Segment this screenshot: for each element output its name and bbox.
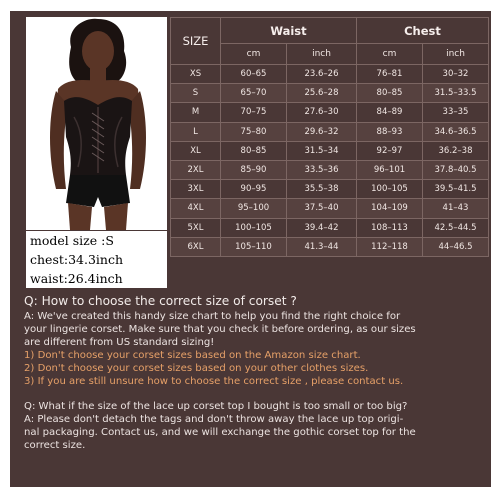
faq-tip-2: 2) Don't choose your corset sizes based on your other clothes sizes.	[24, 363, 369, 374]
faq-section	[24, 294, 484, 452]
model-photo	[26, 17, 167, 230]
table-cell: 92–97	[357, 141, 423, 160]
table-cell: 37.8–40.5	[423, 160, 489, 179]
table-cell: 42.5–44.5	[423, 218, 489, 237]
table-cell: 33–35	[423, 103, 489, 122]
table-cell: 23.6–26	[287, 65, 357, 84]
table-cell: 75–80	[221, 122, 287, 141]
size-cell: 5XL	[171, 218, 221, 237]
table-cell: 33.5–36	[287, 160, 357, 179]
table-row	[171, 122, 489, 141]
unit-header: inch	[423, 44, 489, 65]
size-column-header: SIZE	[171, 18, 221, 65]
table-cell: 76–81	[357, 65, 423, 84]
size-cell: L	[171, 122, 221, 141]
table-cell: 105–110	[221, 237, 287, 256]
table-cell: 39.4–42	[287, 218, 357, 237]
faq-answer-2-line: A: Please don't detach the tags and don't throw away the lace up top origi-	[24, 414, 404, 425]
table-cell: 41.3–44	[287, 237, 357, 256]
table-cell: 100–105	[221, 218, 287, 237]
table-cell: 27.6–30	[287, 103, 357, 122]
table-cell: 31.5–33.5	[423, 84, 489, 103]
size-cell: 6XL	[171, 237, 221, 256]
table-cell: 35.5–38	[287, 180, 357, 199]
table-cell: 90–95	[221, 180, 287, 199]
table-cell: 70–75	[221, 103, 287, 122]
table-cell: 104–109	[357, 199, 423, 218]
size-cell: M	[171, 103, 221, 122]
faq-question-1: Q: How to choose the correct size of corset ?	[24, 294, 297, 308]
table-cell: 30–32	[423, 65, 489, 84]
table-cell: 84–89	[357, 103, 423, 122]
table-cell: 100–105	[357, 180, 423, 199]
table-row	[171, 65, 489, 84]
table-row	[171, 141, 489, 160]
faq-answer-2-line: nal packaging. Contact us, and we will exchange the gothic corset top for the	[24, 427, 416, 438]
model-size-text: model size :S	[30, 233, 114, 248]
table-row	[171, 84, 489, 103]
table-cell: 41–43	[423, 199, 489, 218]
table-cell: 95–100	[221, 199, 287, 218]
size-chart-panel	[10, 11, 491, 487]
table-cell: 44–46.5	[423, 237, 489, 256]
table-cell: 80–85	[221, 141, 287, 160]
table-cell: 39.5–41.5	[423, 180, 489, 199]
faq-answer-1-line: your lingerie corset. Make sure that you check it before ordering, as our sizes	[24, 324, 416, 335]
table-cell: 31.5–34	[287, 141, 357, 160]
size-cell: 4XL	[171, 199, 221, 218]
table-cell: 96–101	[357, 160, 423, 179]
table-cell: 25.6–28	[287, 84, 357, 103]
size-cell: S	[171, 84, 221, 103]
faq-answer-1-line: are different from US standard sizing!	[24, 337, 215, 348]
unit-header: cm	[221, 44, 287, 65]
table-cell: 108–113	[357, 218, 423, 237]
table-cell: 112–118	[357, 237, 423, 256]
table-cell: 29.6–32	[287, 122, 357, 141]
table-cell: 37.5–40	[287, 199, 357, 218]
size-chart-table	[170, 17, 489, 257]
model-waist-text: waist:26.4inch	[30, 271, 123, 286]
table-cell: 34.6–36.5	[423, 122, 489, 141]
faq-tip-1: 1) Don't choose your corset sizes based on the Amazon size chart.	[24, 350, 361, 361]
model-caption	[26, 231, 167, 288]
table-cell: 36.2–38	[423, 141, 489, 160]
model-chest-text: chest:34.3inch	[30, 252, 124, 267]
size-cell: XL	[171, 141, 221, 160]
faq-answer-1-line: A: We've created this handy size chart to help you find the right choice for	[24, 311, 401, 322]
table-row	[171, 199, 489, 218]
faq-answer-2-line: correct size.	[24, 440, 86, 451]
faq-question-2: Q: What if the size of the lace up corset top I bought is too small or too big?	[24, 401, 408, 412]
table-cell: 65–70	[221, 84, 287, 103]
table-row	[171, 237, 489, 256]
table-row	[171, 103, 489, 122]
chest-group-header: Chest	[357, 18, 489, 44]
table-cell: 80–85	[357, 84, 423, 103]
table-row	[171, 180, 489, 199]
size-cell: 2XL	[171, 160, 221, 179]
faq-tip-3: 3) If you are still unsure how to choose the correct size , please contact us.	[24, 376, 404, 387]
table-cell: 85–90	[221, 160, 287, 179]
size-cell: 3XL	[171, 180, 221, 199]
spacer	[24, 388, 484, 400]
unit-header: cm	[357, 44, 423, 65]
unit-header: inch	[287, 44, 357, 65]
size-cell: XS	[171, 65, 221, 84]
table-cell: 60–65	[221, 65, 287, 84]
table-row	[171, 160, 489, 179]
table-row	[171, 218, 489, 237]
table-cell: 88–93	[357, 122, 423, 141]
waist-group-header: Waist	[221, 18, 357, 44]
